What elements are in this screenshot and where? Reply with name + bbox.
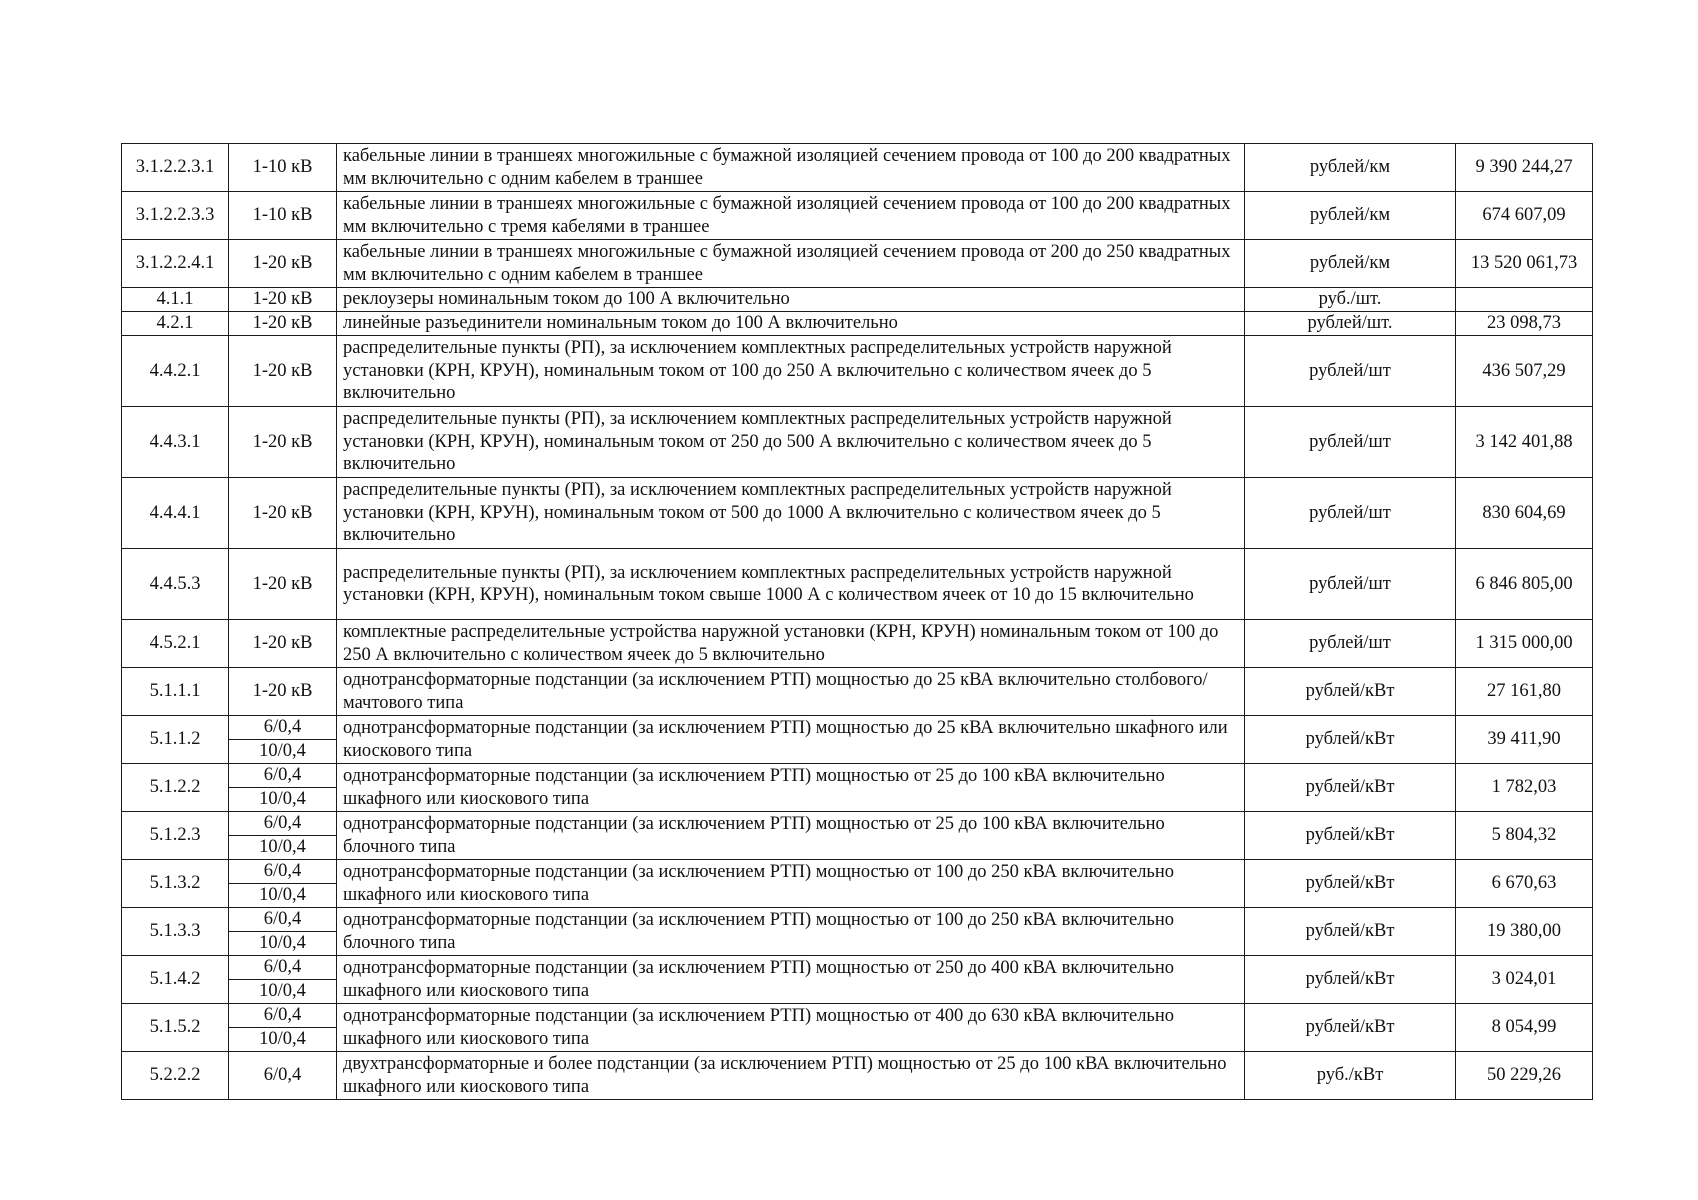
table-row bbox=[122, 620, 1593, 668]
unit-of-measure: рублей/шт bbox=[1245, 478, 1456, 549]
item-code: 5.1.2.2 bbox=[122, 764, 229, 812]
item-code: 5.1.2.3 bbox=[122, 812, 229, 860]
voltage-class: 10/0,4 bbox=[229, 836, 337, 860]
unit-of-measure: рублей/кВт bbox=[1245, 716, 1456, 764]
voltage-class: 1-20 кВ bbox=[229, 668, 337, 716]
table-row bbox=[122, 908, 1593, 932]
item-code: 4.1.1 bbox=[122, 288, 229, 312]
rate-value: 3 142 401,88 bbox=[1456, 407, 1593, 478]
table-row bbox=[122, 1052, 1593, 1100]
item-code: 4.5.2.1 bbox=[122, 620, 229, 668]
item-code: 3.1.2.2.3.1 bbox=[122, 144, 229, 192]
item-code: 5.1.5.2 bbox=[122, 1004, 229, 1052]
unit-of-measure: рублей/шт bbox=[1245, 620, 1456, 668]
item-code: 5.1.4.2 bbox=[122, 956, 229, 1004]
rate-value: 1 782,03 bbox=[1456, 764, 1593, 812]
table-row bbox=[122, 407, 1593, 478]
item-description: распределительные пункты (РП), за исключением комплектных распределительных устройств наружной установки (КРН, КРУН), номинальным током от 500 до 1000 А включительно с количеством ячеек до 5 включительно bbox=[337, 478, 1245, 549]
item-description: однотрансформаторные подстанции (за исключением РТП) мощностью до 25 кВА включительно столбового/мачтового типа bbox=[337, 668, 1245, 716]
item-description: однотрансформаторные подстанции (за исключением РТП) мощностью от 400 до 630 кВА включительно шкафного или киоскового типа bbox=[337, 1004, 1245, 1052]
table-row bbox=[122, 860, 1593, 884]
table-row bbox=[122, 812, 1593, 836]
unit-of-measure: рублей/кВт bbox=[1245, 1004, 1456, 1052]
rate-value: 3 024,01 bbox=[1456, 956, 1593, 1004]
voltage-class: 6/0,4 bbox=[229, 716, 337, 740]
table-row bbox=[122, 668, 1593, 716]
voltage-class: 1-20 кВ bbox=[229, 336, 337, 407]
item-description: двухтрансформаторные и более подстанции (за исключением РТП) мощностью от 25 до 100 кВА включительно шкафного или киоскового типа bbox=[337, 1052, 1245, 1100]
item-description: кабельные линии в траншеях многожильные с бумажной изоляцией сечением провода от 100 до 200 квадратных мм включительно с одним кабелем в траншее bbox=[337, 144, 1245, 192]
item-description: однотрансформаторные подстанции (за исключением РТП) мощностью до 25 кВА включительно шкафного или киоскового типа bbox=[337, 716, 1245, 764]
table-row bbox=[122, 144, 1593, 192]
table-row bbox=[122, 288, 1593, 312]
voltage-class: 10/0,4 bbox=[229, 980, 337, 1004]
rate-value: 830 604,69 bbox=[1456, 478, 1593, 549]
unit-of-measure: рублей/км bbox=[1245, 144, 1456, 192]
rate-value: 50 229,26 bbox=[1456, 1052, 1593, 1100]
unit-of-measure: рублей/кВт bbox=[1245, 668, 1456, 716]
voltage-class: 6/0,4 bbox=[229, 860, 337, 884]
item-code: 4.4.3.1 bbox=[122, 407, 229, 478]
voltage-class: 10/0,4 bbox=[229, 1028, 337, 1052]
item-description: однотрансформаторные подстанции (за исключением РТП) мощностью от 25 до 100 кВА включительно блочного типа bbox=[337, 812, 1245, 860]
item-code: 4.4.2.1 bbox=[122, 336, 229, 407]
unit-of-measure: руб./шт. bbox=[1245, 288, 1456, 312]
rate-value: 27 161,80 bbox=[1456, 668, 1593, 716]
item-description: однотрансформаторные подстанции (за исключением РТП) мощностью от 100 до 250 кВА включительно блочного типа bbox=[337, 908, 1245, 956]
table-row bbox=[122, 1004, 1593, 1028]
rate-value: 1 315 000,00 bbox=[1456, 620, 1593, 668]
table-row bbox=[122, 716, 1593, 740]
table-row bbox=[122, 192, 1593, 240]
item-description: распределительные пункты (РП), за исключением комплектных распределительных устройств наружной установки (КРН, КРУН), номинальным током от 100 до 250 А включительно с количеством ячеек до 5 включительно bbox=[337, 336, 1245, 407]
unit-of-measure: рублей/кВт bbox=[1245, 764, 1456, 812]
voltage-class: 1-20 кВ bbox=[229, 478, 337, 549]
rate-value: 6 846 805,00 bbox=[1456, 549, 1593, 620]
voltage-class: 10/0,4 bbox=[229, 932, 337, 956]
item-description: кабельные линии в траншеях многожильные с бумажной изоляцией сечением провода от 100 до 200 квадратных мм включительно с тремя кабелями в траншее bbox=[337, 192, 1245, 240]
rate-value: 674 607,09 bbox=[1456, 192, 1593, 240]
item-description: однотрансформаторные подстанции (за исключением РТП) мощностью от 100 до 250 кВА включительно шкафного или киоскового типа bbox=[337, 860, 1245, 908]
item-code: 5.1.3.3 bbox=[122, 908, 229, 956]
rate-value: 436 507,29 bbox=[1456, 336, 1593, 407]
voltage-class: 1-20 кВ bbox=[229, 407, 337, 478]
voltage-class: 1-20 кВ bbox=[229, 312, 337, 336]
voltage-class: 1-20 кВ bbox=[229, 240, 337, 288]
item-description: реклоузеры номинальным током до 100 А включительно bbox=[337, 288, 1245, 312]
unit-of-measure: рублей/кВт bbox=[1245, 908, 1456, 956]
voltage-class: 6/0,4 bbox=[229, 1052, 337, 1100]
item-description: комплектные распределительные устройства наружной установки (КРН, КРУН) номинальным током от 100 до 250 А включительно с количеством ячеек до 5 включительно bbox=[337, 620, 1245, 668]
item-description: распределительные пункты (РП), за исключением комплектных распределительных устройств наружной установки (КРН, КРУН), номинальным током от 250 до 500 А включительно с количеством ячеек до 5 включительно bbox=[337, 407, 1245, 478]
voltage-class: 10/0,4 bbox=[229, 740, 337, 764]
rate-value: 5 804,32 bbox=[1456, 812, 1593, 860]
table-row bbox=[122, 764, 1593, 788]
voltage-class: 6/0,4 bbox=[229, 908, 337, 932]
voltage-class: 10/0,4 bbox=[229, 788, 337, 812]
table-row bbox=[122, 240, 1593, 288]
rate-value: 13 520 061,73 bbox=[1456, 240, 1593, 288]
rate-value: 9 390 244,27 bbox=[1456, 144, 1593, 192]
voltage-class: 1-20 кВ bbox=[229, 549, 337, 620]
voltage-class: 1-10 кВ bbox=[229, 144, 337, 192]
rate-value: 23 098,73 bbox=[1456, 312, 1593, 336]
table-row bbox=[122, 549, 1593, 620]
item-description: распределительные пункты (РП), за исключением комплектных распределительных устройств наружной установки (КРН, КРУН), номинальным током свыше 1000 А с количеством ячеек от 10 до 15 включительно bbox=[337, 549, 1245, 620]
unit-of-measure: рублей/км bbox=[1245, 240, 1456, 288]
voltage-class: 10/0,4 bbox=[229, 884, 337, 908]
unit-of-measure: рублей/шт bbox=[1245, 336, 1456, 407]
item-description: однотрансформаторные подстанции (за исключением РТП) мощностью от 25 до 100 кВА включительно шкафного или киоскового типа bbox=[337, 764, 1245, 812]
table-row bbox=[122, 312, 1593, 336]
item-code: 5.1.1.1 bbox=[122, 668, 229, 716]
rates-table bbox=[121, 143, 1593, 1100]
unit-of-measure: руб./кВт bbox=[1245, 1052, 1456, 1100]
voltage-class: 1-20 кВ bbox=[229, 620, 337, 668]
item-code: 5.2.2.2 bbox=[122, 1052, 229, 1100]
item-code: 4.4.5.3 bbox=[122, 549, 229, 620]
unit-of-measure: рублей/кВт bbox=[1245, 860, 1456, 908]
unit-of-measure: рублей/км bbox=[1245, 192, 1456, 240]
rate-value bbox=[1456, 288, 1593, 312]
voltage-class: 6/0,4 bbox=[229, 812, 337, 836]
item-description: линейные разъединители номинальным током до 100 А включительно bbox=[337, 312, 1245, 336]
voltage-class: 1-20 кВ bbox=[229, 288, 337, 312]
rate-value: 19 380,00 bbox=[1456, 908, 1593, 956]
rate-value: 8 054,99 bbox=[1456, 1004, 1593, 1052]
unit-of-measure: рублей/шт. bbox=[1245, 312, 1456, 336]
unit-of-measure: рублей/кВт bbox=[1245, 956, 1456, 1004]
table-row bbox=[122, 478, 1593, 549]
table-row bbox=[122, 956, 1593, 980]
voltage-class: 6/0,4 bbox=[229, 956, 337, 980]
unit-of-measure: рублей/шт bbox=[1245, 549, 1456, 620]
item-code: 3.1.2.2.4.1 bbox=[122, 240, 229, 288]
item-description: однотрансформаторные подстанции (за исключением РТП) мощностью от 250 до 400 кВА включительно шкафного или киоскового типа bbox=[337, 956, 1245, 1004]
voltage-class: 6/0,4 bbox=[229, 764, 337, 788]
voltage-class: 1-10 кВ bbox=[229, 192, 337, 240]
item-code: 3.1.2.2.3.3 bbox=[122, 192, 229, 240]
rate-value: 39 411,90 bbox=[1456, 716, 1593, 764]
table-row bbox=[122, 336, 1593, 407]
unit-of-measure: рублей/кВт bbox=[1245, 812, 1456, 860]
item-code: 4.2.1 bbox=[122, 312, 229, 336]
item-code: 5.1.1.2 bbox=[122, 716, 229, 764]
item-code: 4.4.4.1 bbox=[122, 478, 229, 549]
unit-of-measure: рублей/шт bbox=[1245, 407, 1456, 478]
rate-value: 6 670,63 bbox=[1456, 860, 1593, 908]
voltage-class: 6/0,4 bbox=[229, 1004, 337, 1028]
item-description: кабельные линии в траншеях многожильные с бумажной изоляцией сечением провода от 200 до 250 квадратных мм включительно с одним кабелем в траншее bbox=[337, 240, 1245, 288]
item-code: 5.1.3.2 bbox=[122, 860, 229, 908]
